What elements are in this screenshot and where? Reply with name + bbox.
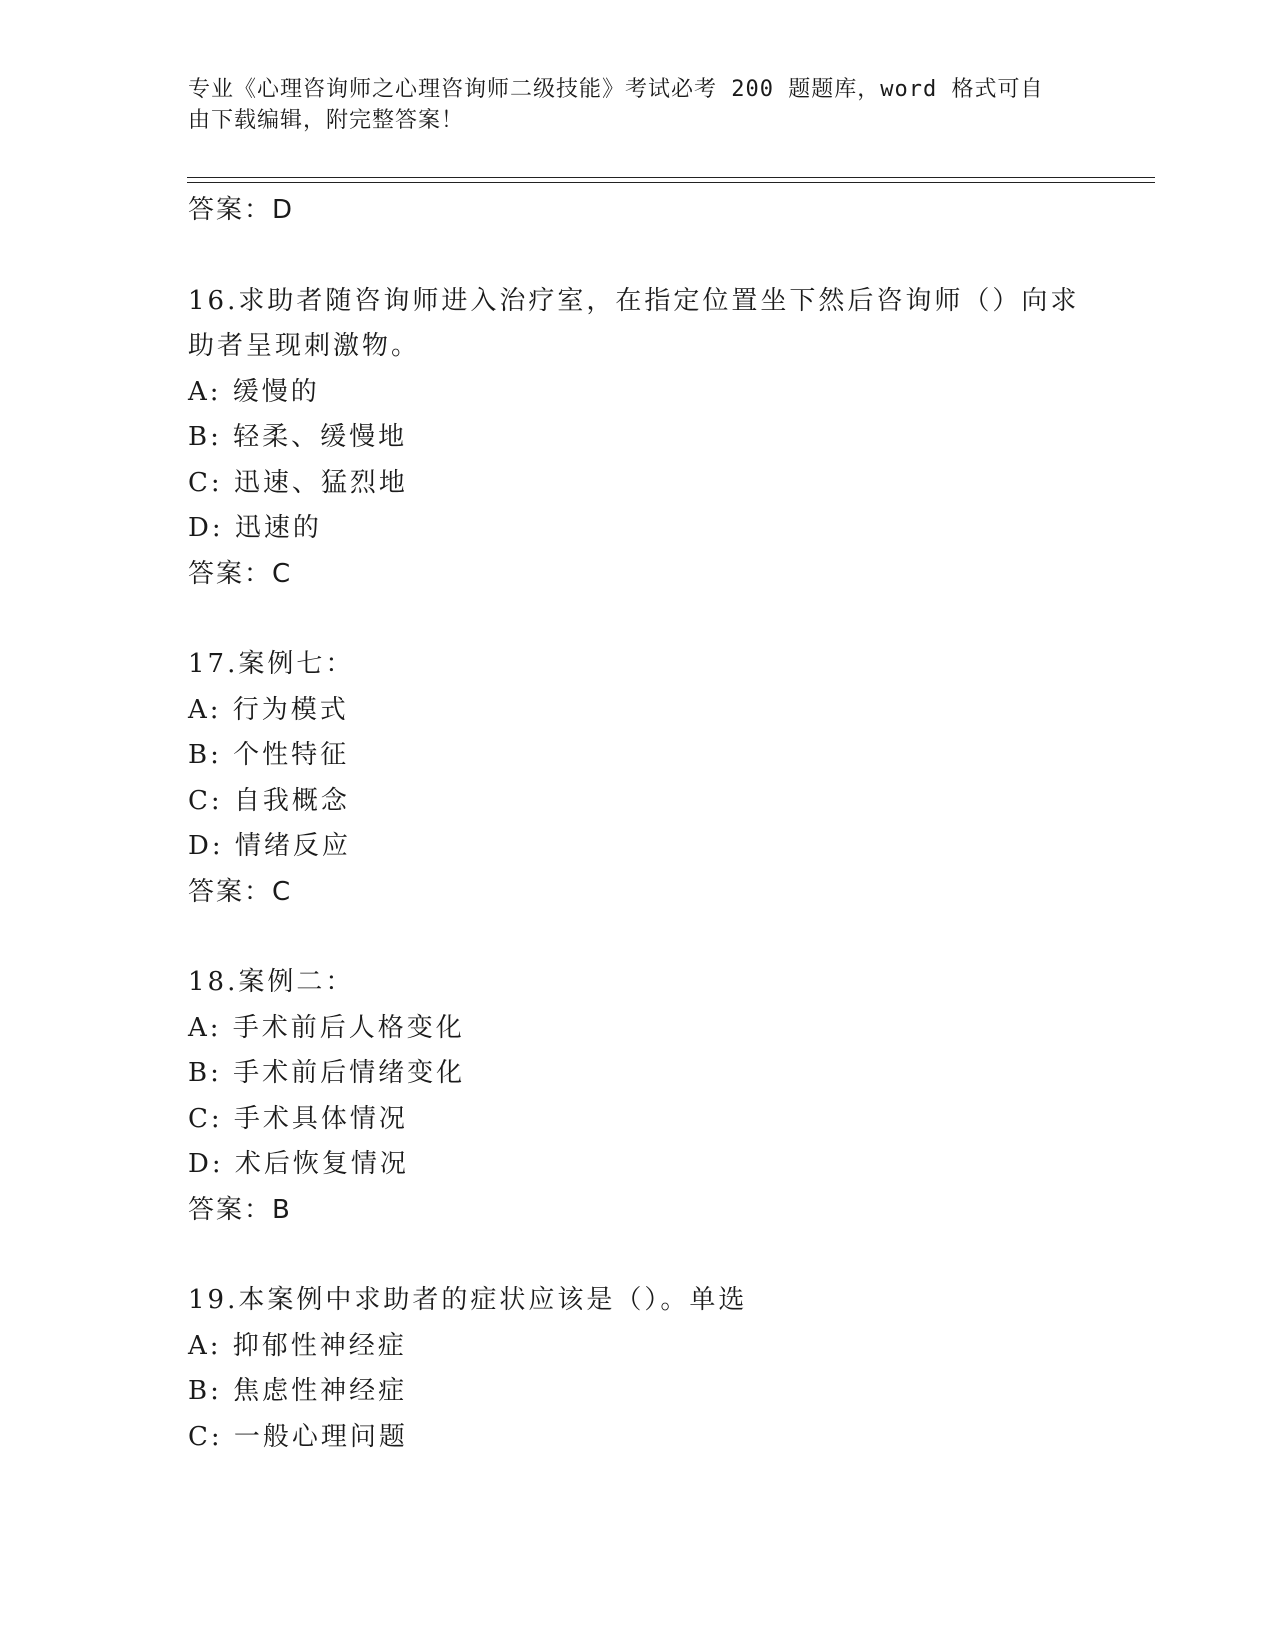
header-line-1: 专业《心理咨询师之心理咨询师二级技能》考试必考 200 题题库，word 格式可自	[188, 77, 1044, 102]
option-c: C: 迅速、猛烈地	[188, 467, 408, 498]
question-block	[188, 1278, 1088, 1460]
spacer	[188, 915, 1088, 960]
question-text: 17.案例七：	[188, 649, 355, 679]
option-a: A: 手术前后人格变化	[188, 1012, 465, 1043]
option-b: B: 轻柔、缓慢地	[188, 422, 408, 452]
header-divider-bottom	[187, 182, 1155, 183]
spacer	[188, 1233, 1088, 1278]
option-c: C: 一般心理问题	[188, 1421, 408, 1452]
question-block	[188, 960, 1088, 1233]
option-a: A: 行为模式	[188, 694, 349, 725]
header-divider-top	[187, 177, 1155, 178]
option-d: D: 术后恢复情况	[188, 1149, 409, 1179]
option-d: D: 迅速的	[188, 513, 322, 543]
answer-line: 答案：C	[188, 558, 293, 589]
header-line-2: 由下载编辑，附完整答案！	[188, 108, 465, 133]
question-list	[188, 188, 1088, 1460]
answer-line: 答案：C	[188, 876, 293, 907]
question-text: 19.本案例中求助者的症状应该是（）。单选	[188, 1285, 748, 1315]
question-text: 18.案例二：	[188, 967, 355, 997]
option-d: D: 情绪反应	[188, 831, 351, 861]
spacer	[188, 234, 1088, 279]
option-a: A: 抑郁性神经症	[188, 1330, 407, 1361]
answer-line: 答案：B	[188, 1194, 292, 1225]
option-c: C: 自我概念	[188, 785, 350, 816]
answer-line: 答案：D	[188, 195, 295, 225]
spacer	[188, 597, 1088, 642]
option-c: C: 手术具体情况	[188, 1103, 408, 1134]
question-text: 16.求助者随咨询师进入治疗室，在指定位置坐下然后咨询师（）向求	[188, 285, 1080, 316]
document-header	[188, 74, 1068, 136]
option-b: B: 个性特征	[188, 740, 350, 770]
question-block	[188, 642, 1088, 915]
option-a: A: 缓慢的	[188, 376, 320, 407]
option-b: B: 手术前后情绪变化	[188, 1058, 466, 1088]
option-b: B: 焦虑性神经症	[188, 1376, 408, 1406]
question-block	[188, 279, 1088, 598]
question-text-continued: 助者呈现刺激物。	[188, 331, 421, 361]
